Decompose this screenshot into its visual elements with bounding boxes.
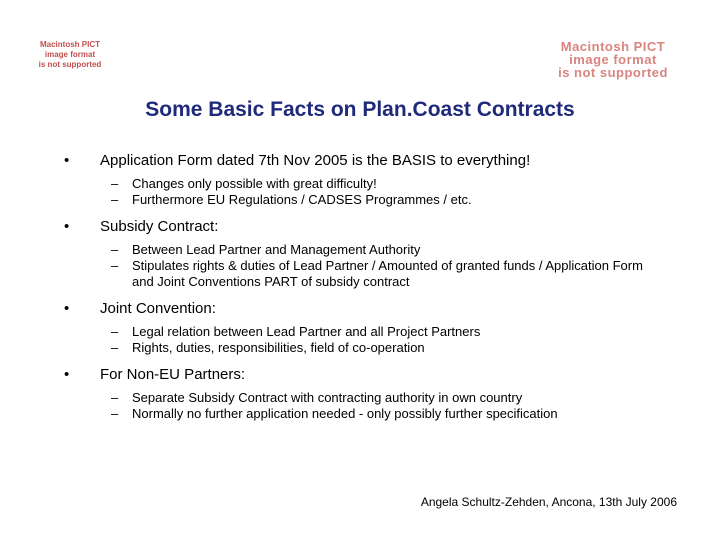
- bullet-icon: •: [64, 218, 70, 235]
- sub-list: [0, 324, 720, 356]
- sub-item: [0, 258, 720, 290]
- dash-icon: –: [111, 192, 119, 207]
- dash-icon: –: [111, 340, 119, 355]
- dash-icon: –: [111, 390, 119, 405]
- dash-icon: –: [111, 406, 119, 421]
- footer-credit: Angela Schultz-Zehden, Ancona, 13th July 2006: [420, 495, 677, 509]
- sub-text: Separate Subsidy Contract with contracting authority in own country: [132, 390, 523, 405]
- sub-item: [0, 176, 720, 192]
- sub-text: Rights, duties, responsibilities, field of co-operation: [132, 340, 425, 355]
- pict-line: Macintosh PICT: [39, 40, 100, 49]
- bullet-text: Application Form dated 7th Nov 2005 is the BASIS to everything!: [100, 152, 531, 169]
- bullet-icon: •: [64, 300, 70, 317]
- bullet-text: Joint Convention:: [100, 300, 216, 317]
- bullet-item: [0, 364, 720, 386]
- sub-item: [0, 242, 720, 258]
- pict-placeholder-right: [528, 40, 698, 79]
- sub-item: [0, 406, 720, 422]
- pict-line: image format: [44, 50, 96, 59]
- sub-item: [0, 340, 720, 356]
- sub-item: [0, 192, 720, 208]
- pict-placeholder-left: [30, 40, 110, 70]
- sub-list: [0, 390, 720, 422]
- slide-content: [0, 150, 720, 430]
- sub-text: Normally no further application needed - only possibly further specification: [132, 406, 558, 421]
- pict-line: is not supported: [38, 60, 102, 69]
- sub-text: Stipulates rights & duties of Lead Partner / Amounted of granted funds / Application Form and Joint Conventions PART of subsidy contract: [132, 258, 643, 289]
- bullet-text: Subsidy Contract:: [100, 218, 219, 235]
- dash-icon: –: [111, 258, 119, 273]
- dash-icon: –: [111, 242, 119, 257]
- pict-line: image format: [569, 52, 657, 67]
- sub-item: [0, 324, 720, 340]
- sub-list: [0, 242, 720, 290]
- bullet-item: [0, 150, 720, 172]
- dash-icon: –: [111, 176, 119, 191]
- bullet-item: [0, 298, 720, 320]
- sub-list: [0, 176, 720, 208]
- sub-text: Legal relation between Lead Partner and all Project Partners: [132, 324, 481, 339]
- sub-text: Changes only possible with great difficulty!: [132, 176, 377, 191]
- bullet-item: [0, 216, 720, 238]
- sub-text: Furthermore EU Regulations / CADSES Programmes / etc.: [132, 192, 472, 207]
- sub-item: [0, 390, 720, 406]
- bullet-icon: •: [64, 152, 70, 169]
- bullet-icon: •: [64, 366, 70, 383]
- pict-line: Macintosh PICT: [560, 39, 666, 54]
- bullet-text: For Non-EU Partners:: [100, 366, 246, 383]
- dash-icon: –: [111, 324, 119, 339]
- slide-title: Some Basic Facts on Plan.Coast Contracts: [145, 98, 575, 121]
- pict-line: is not supported: [558, 65, 668, 80]
- sub-text: Between Lead Partner and Management Authority: [132, 242, 421, 257]
